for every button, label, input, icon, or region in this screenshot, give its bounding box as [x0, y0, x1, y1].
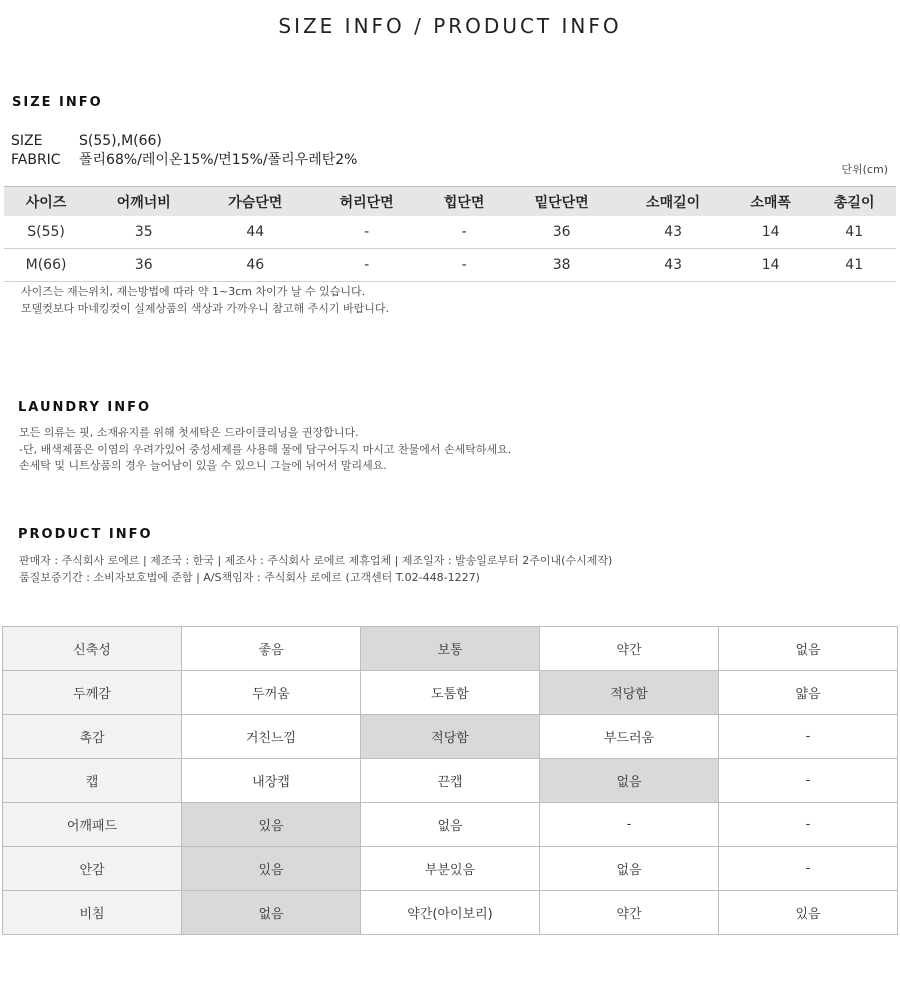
property-row [3, 847, 898, 891]
column-header: 소매폭 [729, 187, 813, 217]
unit-label: 단위(cm) [841, 163, 888, 176]
property-label: 안감 [3, 847, 182, 891]
property-label: 비침 [3, 891, 182, 935]
fabric-label: FABRIC [11, 152, 61, 168]
table-cell: S(55) [4, 216, 88, 249]
laundry-line: 모든 의류는 핏, 소재유지를 위해 첫세탁은 드라이클리닝을 권장합니다. [19, 426, 359, 439]
table-cell: M(66) [4, 249, 88, 282]
fabric-value: 폴리68%/레이온15%/면15%/폴리우레탄2% [79, 152, 358, 168]
column-header: 밑단단면 [506, 187, 617, 217]
column-header: 총길이 [812, 187, 896, 217]
property-option-selected: 없음 [182, 891, 361, 935]
property-label: 캡 [3, 759, 182, 803]
table-cell: - [311, 216, 422, 249]
laundry-notes [19, 425, 511, 475]
size-value: S(55),M(66) [79, 133, 162, 149]
property-option: 두꺼움 [182, 671, 361, 715]
table-row [4, 216, 896, 249]
table-cell: 38 [506, 249, 617, 282]
property-option: 없음 [361, 803, 540, 847]
table-cell: 14 [729, 216, 813, 249]
table-cell: 41 [812, 249, 896, 282]
property-label: 두께감 [3, 671, 182, 715]
table-cell: 14 [729, 249, 813, 282]
table-row [4, 249, 896, 282]
property-row [3, 715, 898, 759]
table-cell: 36 [506, 216, 617, 249]
property-option: - [719, 715, 898, 759]
table-cell: 46 [200, 249, 311, 282]
size-table-header [4, 187, 896, 217]
table-cell: 43 [617, 216, 728, 249]
property-row [3, 759, 898, 803]
size-notes [21, 284, 389, 317]
fabric-property-table [2, 626, 898, 935]
property-label: 촉감 [3, 715, 182, 759]
size-label: SIZE [11, 133, 43, 149]
property-option: 내장캡 [182, 759, 361, 803]
property-option: - [719, 847, 898, 891]
column-header: 힙단면 [422, 187, 506, 217]
property-option-selected: 없음 [540, 759, 719, 803]
size-table [4, 186, 896, 282]
property-option-selected: 있음 [182, 803, 361, 847]
table-cell: - [311, 249, 422, 282]
property-row [3, 627, 898, 671]
property-option: 부드러움 [540, 715, 719, 759]
property-option: 부분있음 [361, 847, 540, 891]
column-header: 사이즈 [4, 187, 88, 217]
page-title: SIZE INFO / PRODUCT INFO [278, 14, 622, 38]
table-cell: 44 [200, 216, 311, 249]
laundry-line: -단, 배색제품은 이염의 우려가있어 중성세제를 사용해 물에 담구어두지 마시고 찬물에서 손세탁하세요. [19, 442, 512, 456]
property-option: 좋음 [182, 627, 361, 671]
fabric-row [11, 149, 357, 169]
property-option: 없음 [540, 847, 719, 891]
table-cell: 36 [88, 249, 199, 282]
table-cell: 41 [812, 216, 896, 249]
size-row [11, 133, 162, 149]
property-option: 없음 [719, 627, 898, 671]
property-label: 신축성 [3, 627, 182, 671]
laundry-line: 손세탁 및 니트상품의 경우 늘어남이 있을 수 있으니 그늘에 뉘어서 말리세요. [19, 459, 387, 472]
column-header: 가슴단면 [200, 187, 311, 217]
property-option: 약간 [540, 627, 719, 671]
table-cell: 43 [617, 249, 728, 282]
laundry-info-heading: LAUNDRY INFO [18, 400, 152, 415]
property-option: - [719, 803, 898, 847]
property-option: 도톰함 [361, 671, 540, 715]
property-option: 거친느낌 [182, 715, 361, 759]
property-label: 어깨패드 [3, 803, 182, 847]
table-cell: - [422, 249, 506, 282]
column-header: 소매길이 [617, 187, 728, 217]
property-row [3, 671, 898, 715]
property-option: 있음 [719, 891, 898, 935]
property-option: - [719, 759, 898, 803]
size-note: 사이즈는 재는위치, 재는방법에 따라 약 1~3cm 차이가 날 수 있습니다. [21, 285, 366, 298]
property-option: 약간(아이보리) [361, 891, 540, 935]
property-option-selected: 있음 [182, 847, 361, 891]
table-cell: 35 [88, 216, 199, 249]
column-header: 허리단면 [311, 187, 422, 217]
property-option: - [540, 803, 719, 847]
table-cell: - [422, 216, 506, 249]
property-option-selected: 적당함 [540, 671, 719, 715]
property-option-selected: 보통 [361, 627, 540, 671]
property-row [3, 803, 898, 847]
product-notes [19, 553, 612, 586]
product-info-heading: PRODUCT INFO [18, 527, 153, 542]
property-option: 얇음 [719, 671, 898, 715]
product-line: 판매자 : 주식회사 로에르 | 제조국 : 한국 | 제조사 : 주식회사 로에르 제휴업체 | 제조일자 : 발송일로부터 2주이내(수시제작) [19, 554, 613, 567]
product-line: 품질보증기간 : 소비자보호법에 준함 | A/S책임자 : 주식회사 로에르 (고객센터 T.02-448-1227) [19, 570, 480, 584]
property-row [3, 891, 898, 935]
property-option: 끈캡 [361, 759, 540, 803]
property-option: 약간 [540, 891, 719, 935]
column-header: 어깨너비 [88, 187, 199, 217]
property-option-selected: 적당함 [361, 715, 540, 759]
size-info-heading: SIZE INFO [12, 95, 103, 110]
size-note: 모델컷보다 마네킹컷이 실제상품의 색상과 가까우니 참고해 주시기 바랍니다. [21, 301, 390, 315]
